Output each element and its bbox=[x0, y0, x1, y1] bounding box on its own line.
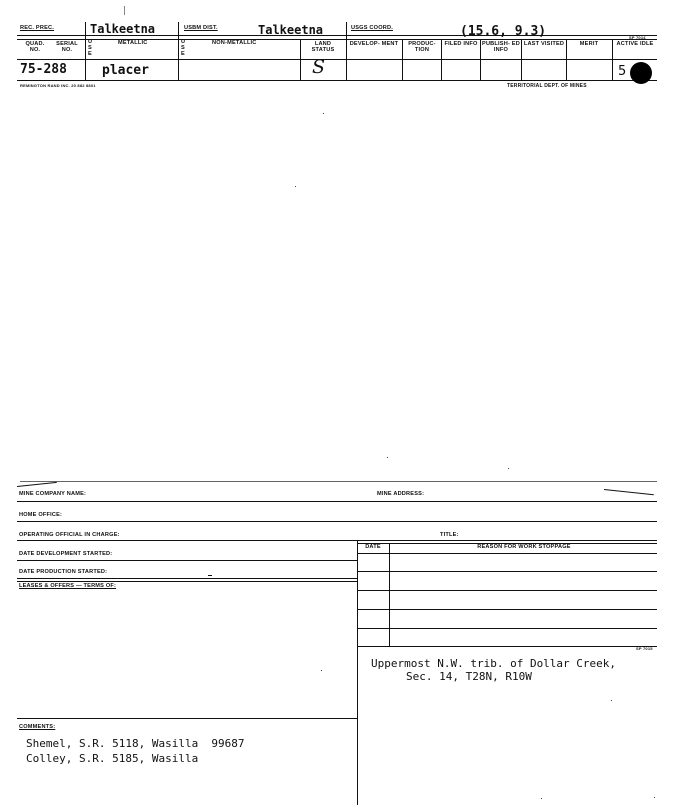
form-code-top: SP 7014 bbox=[629, 35, 646, 40]
rule bbox=[389, 543, 390, 646]
rule bbox=[17, 578, 357, 579]
territorial-dept: TERRITORIAL DEPT. OF MINES bbox=[507, 83, 587, 89]
usgs-coord-label: USGS COORD. bbox=[351, 25, 393, 31]
rule bbox=[300, 39, 301, 80]
land-status-header: LAND STATUS bbox=[311, 41, 335, 53]
rule bbox=[346, 39, 347, 80]
rule bbox=[17, 59, 657, 60]
printer-line: REMINGTON RAND INC. 20 882 8801 bbox=[20, 83, 96, 88]
rule bbox=[17, 39, 657, 40]
use-prefix-nonmetallic: U S E bbox=[181, 39, 186, 57]
quad-serial-value: 75-288 bbox=[20, 62, 67, 77]
speck bbox=[295, 186, 296, 187]
last-visited-header: LAST VISITED bbox=[523, 41, 565, 47]
rule bbox=[357, 540, 358, 805]
usbm-dist-label: USBM DIST. bbox=[184, 25, 218, 31]
rec-prec-value: Talkeetna bbox=[90, 22, 156, 36]
speck bbox=[387, 457, 388, 458]
home-office-label: HOME OFFICE: bbox=[19, 512, 63, 518]
active-idle-mark: 5 bbox=[618, 64, 627, 79]
rule bbox=[357, 571, 657, 572]
rule bbox=[17, 35, 657, 36]
active-idle-header: ACTIVE IDLE bbox=[616, 41, 654, 47]
rule bbox=[521, 39, 522, 80]
rule bbox=[357, 646, 657, 647]
rule bbox=[85, 39, 86, 80]
usgs-coord-value: (15.6, 9.3) bbox=[460, 24, 547, 39]
serial-no-header: SERIAL NO. bbox=[56, 41, 78, 53]
speck bbox=[654, 797, 655, 798]
comments-line-2: Colley, S.R. 5185, Wasilla bbox=[26, 752, 199, 765]
development-header: DEVELOP- MENT bbox=[349, 41, 399, 47]
rule bbox=[17, 501, 657, 502]
punch-hole bbox=[630, 62, 652, 84]
title-label: TITLE: bbox=[440, 532, 459, 538]
published-info-header: PUBLISH- ED INFO bbox=[482, 41, 520, 53]
rule bbox=[17, 581, 357, 582]
rule bbox=[612, 39, 613, 80]
metallic-header: METALLIC bbox=[118, 40, 148, 46]
nonmetallic-header: NON-METALLIC bbox=[212, 40, 257, 46]
metallic-value: placer bbox=[102, 63, 149, 78]
rule bbox=[208, 575, 212, 576]
comments-line-1: Shemel, S.R. 5118, Wasilla 99687 bbox=[26, 737, 245, 750]
rule bbox=[20, 481, 657, 482]
mine-company-name-label: MINE COMPANY NAME: bbox=[19, 491, 87, 497]
speck bbox=[508, 468, 509, 469]
production-header: PRODUC- TION bbox=[408, 41, 436, 53]
speck bbox=[611, 700, 612, 701]
rule bbox=[17, 540, 657, 541]
rule bbox=[17, 80, 657, 81]
speck bbox=[323, 113, 324, 114]
usbm-dist-value: Talkeetna bbox=[258, 23, 324, 37]
rule bbox=[604, 489, 654, 495]
comments-label: COMMENTS: bbox=[19, 724, 56, 730]
rule bbox=[402, 39, 403, 80]
rule bbox=[357, 590, 657, 591]
rule bbox=[17, 560, 357, 561]
rule bbox=[480, 39, 481, 80]
use-prefix-metallic: U S E bbox=[88, 39, 93, 57]
land-status-value: S bbox=[312, 56, 326, 78]
rule bbox=[178, 22, 179, 40]
rule bbox=[357, 553, 657, 554]
quad-no-header: QUAD. NO. bbox=[25, 41, 45, 53]
date-dev-started-label: DATE DEVELOPMENT STARTED: bbox=[19, 551, 113, 557]
speck bbox=[541, 798, 542, 799]
rule bbox=[178, 39, 179, 80]
location-line-1: Uppermost N.W. trib. of Dollar Creek, bbox=[371, 657, 617, 670]
filed-info-header: FILED INFO bbox=[444, 41, 478, 47]
rec-prec-label: REC. PREC. bbox=[20, 25, 55, 31]
rule bbox=[357, 609, 657, 610]
top-speck bbox=[124, 6, 125, 15]
date-col-label: DATE bbox=[365, 544, 381, 550]
rule bbox=[17, 482, 57, 487]
location-line-2: Sec. 14, T28N, R10W bbox=[406, 670, 532, 683]
speck bbox=[321, 670, 322, 671]
rule bbox=[441, 39, 442, 80]
mine-address-label: MINE ADDRESS: bbox=[377, 491, 425, 497]
form-code-bottom: SP 7015 bbox=[636, 646, 653, 651]
rule bbox=[85, 22, 86, 40]
rule bbox=[17, 718, 357, 719]
date-prod-started-label: DATE PRODUCTION STARTED: bbox=[19, 569, 108, 575]
leases-label: LEASES & OFFERS — TERMS OF: bbox=[19, 583, 117, 589]
operating-official-label: OPERATING OFFICIAL IN CHARGE: bbox=[19, 532, 120, 538]
rule bbox=[357, 628, 657, 629]
rule bbox=[346, 22, 347, 40]
rule bbox=[17, 521, 657, 522]
rule bbox=[566, 39, 567, 80]
merit-header: MERIT bbox=[579, 41, 599, 47]
reason-stoppage-label: REASON FOR WORK STOPPAGE bbox=[477, 544, 571, 550]
